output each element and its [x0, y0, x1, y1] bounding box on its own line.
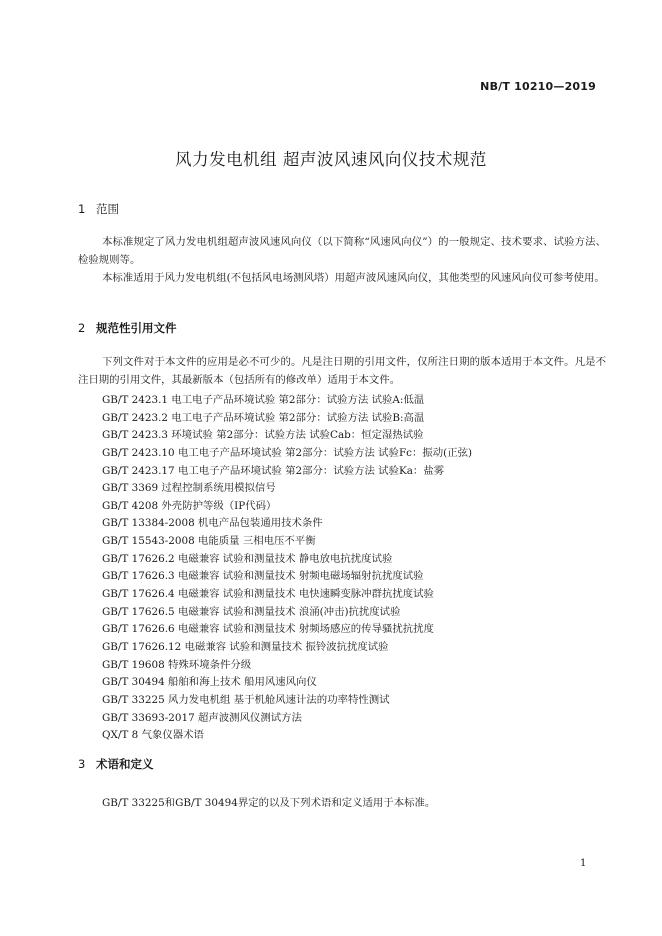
section-title: 范围 — [96, 202, 119, 216]
reference-item: GB/T 17626.4 电磁兼容 试验和测量技术 电快速瞬变脉冲群抗扰度试验 — [102, 588, 434, 601]
paragraph: 本标准适用于风力发电机组(不包括风电场测风塔）用超声波风速风向仪，其他类型的风速风向仪可参考使用。 — [102, 272, 605, 284]
section-2-heading — [78, 320, 177, 336]
reference-item: GB/T 2423.3 环境试验 第2部分：试验方法 试验Cab：恒定湿热试验 — [102, 429, 424, 442]
reference-item: GB/T 17626.5 电磁兼容 试验和测量技术 浪涌(冲击)抗扰度试验 — [102, 605, 401, 618]
reference-item: GB/T 17626.12 电磁兼容 试验和测量技术 振铃波抗扰度试验 — [102, 640, 389, 653]
section-number: 3 — [78, 757, 86, 771]
reference-item: GB/T 17626.2 电磁兼容 试验和测量技术 静电放电抗扰度试验 — [102, 552, 393, 565]
reference-item: GB/T 19608 特殊环境条件分级 — [102, 658, 252, 671]
document-title: 风力发电机组 超声波风速风向仪技术规范 — [175, 150, 487, 169]
reference-item: GB/T 2423.1 电工电子产品环境试验 第2部分：试验方法 试验A:低温 — [102, 394, 425, 406]
normative-references-list — [102, 392, 472, 745]
section-3-heading — [78, 756, 154, 772]
reference-item: GB/T 17626.3 电磁兼容 试验和测量技术 射频电磁场辐射抗扰度试验 — [102, 570, 424, 583]
reference-item: GB/T 33225 风力发电机组 基于机舱风速计法的功率特性测试 — [102, 693, 390, 706]
standard-code: NB/T 10210—2019 — [480, 80, 596, 93]
paragraph: 下列文件对于本文件的应用是必不可少的。凡是注日期的引用文件，仅所注日期的版本适用于本文件。凡是不注日期的引用文件，其最新版本（包括所有的修改单）适用于本文件。 — [78, 356, 606, 386]
page-number: 1 — [580, 858, 587, 869]
reference-item: GB/T 4208 外壳防护等级（IP代码） — [102, 499, 277, 512]
section-number: 2 — [78, 321, 86, 335]
section-3-body: GB/T 33225和GB/T 30494界定的以及下列术语和定义适用于本标准。 — [102, 797, 436, 809]
section-number: 1 — [78, 202, 86, 216]
reference-item: GB/T 13384-2008 机电产品包装通用技术条件 — [102, 517, 323, 530]
section-2-body — [78, 353, 606, 389]
paragraph: 本标准规定了风力发电机组超声波风速风向仪（以下简称“风速风向仪”）的一般规定、技术要求、试验方法、检验规则等。 — [78, 236, 606, 266]
reference-item: GB/T 33693-2017 超声波测风仪测试方法 — [102, 711, 302, 724]
reference-item: GB/T 3369 过程控制系统用模拟信号 — [102, 482, 276, 495]
reference-item: GB/T 2423.2 电工电子产品环境试验 第2部分：试验方法 试验B:高温 — [102, 411, 425, 424]
reference-item: GB/T 30494 船舶和海上技术 船用风速风向仪 — [102, 676, 317, 689]
reference-item: GB/T 15543-2008 电能质量 三相电压不平衡 — [102, 535, 316, 548]
reference-item: GB/T 17626.6 电磁兼容 试验和测量技术 射频场感应的传导骚扰抗扰度 — [102, 623, 434, 636]
section-title: 规范性引用文件 — [96, 321, 177, 335]
reference-item: QX/T 8 气象仪器术语 — [102, 729, 204, 742]
section-1-heading — [78, 201, 119, 217]
section-1-body — [78, 233, 606, 287]
reference-item: GB/T 2423.10 电工电子产品环境试验 第2部分：试验方法 试验Fc：振动(正弦) — [102, 446, 473, 459]
reference-item: GB/T 2423.17 电工电子产品环境试验 第2部分：试验方法 试验Ka：盐雾 — [102, 464, 445, 477]
section-title: 术语和定义 — [96, 757, 154, 771]
